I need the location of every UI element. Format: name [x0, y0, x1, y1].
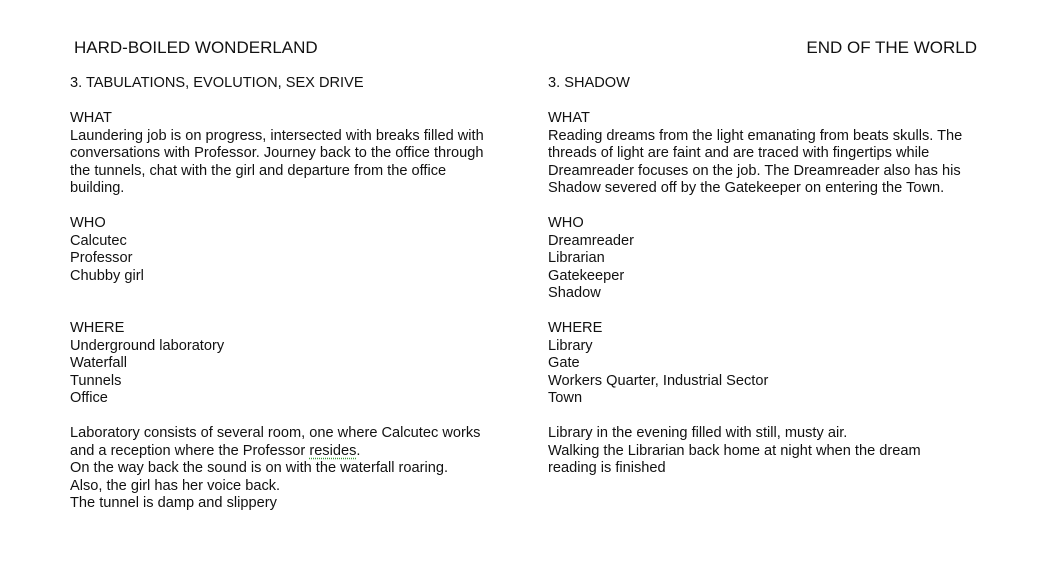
who-item: Dreamreader — [548, 232, 634, 249]
notes-line: reading is finished — [548, 460, 666, 476]
who-item: Calcutec — [70, 232, 127, 249]
chapter-title: 3. SHADOW — [548, 75, 630, 91]
right-column — [548, 75, 988, 478]
who-item: Librarian — [548, 250, 605, 266]
where-item: Waterfall — [70, 355, 128, 371]
notes-line: Also, the girl has her voice back. — [70, 477, 281, 494]
what-label: WHAT — [548, 110, 590, 126]
what-line: the tunnels, chat with the girl and departure from the office — [70, 162, 447, 179]
where-item: Tunnels — [70, 372, 122, 389]
where-item: Town — [548, 390, 583, 406]
what-line: Laundering job is on progress, intersected with breaks filled with — [70, 127, 484, 144]
what-line: Reading dreams from the light emanating from beats skulls. The — [548, 127, 963, 144]
notes-line: Walking the Librarian back home at night when the dream — [548, 442, 921, 459]
notes-text: . — [356, 442, 361, 459]
who-label: WHO — [548, 215, 584, 231]
what-line: Shadow severed off by the Gatekeeper on entering the Town. — [548, 180, 945, 196]
where-item: Underground laboratory — [70, 337, 225, 354]
notes-line: The tunnel is damp and slippery — [70, 495, 277, 511]
who-item: Gatekeeper — [548, 267, 625, 284]
where-label: WHERE — [548, 320, 603, 336]
where-item: Gate — [548, 355, 580, 371]
who-item: Chubby girl — [70, 267, 144, 284]
where-item: Workers Quarter, Industrial Sector — [548, 372, 769, 389]
what-line: Dreamreader focuses on the job. The Dreamreader also has his — [548, 162, 961, 179]
spellcheck-flagged-word[interactable]: resides — [309, 442, 357, 459]
who-label: WHO — [70, 215, 106, 231]
where-item: Library — [548, 337, 593, 354]
notes-line: Library in the evening filled with still, musty air. — [548, 425, 848, 441]
notes-line — [70, 443, 515, 461]
what-line: conversations with Professor. Journey back to the office through — [70, 145, 484, 161]
who-item: Professor — [70, 250, 133, 266]
notes-text: and a reception where the Professor — [70, 442, 310, 459]
what-label: WHAT — [70, 110, 112, 126]
what-line: threads of light are faint and are traced with fingertips while — [548, 145, 930, 161]
notes-line: On the way back the sound is on with the waterfall roaring. — [70, 460, 449, 476]
chapter-title: 3. TABULATIONS, EVOLUTION, SEX DRIVE — [70, 75, 364, 91]
where-label: WHERE — [70, 320, 125, 336]
left-column — [70, 75, 515, 513]
left-column-heading: HARD-BOILED WONDERLAND — [74, 38, 318, 57]
notes-line: Laboratory consists of several room, one where Calcutec works — [70, 425, 481, 441]
where-item: Office — [70, 390, 108, 406]
right-column-heading: END OF THE WORLD — [806, 38, 977, 57]
what-line: building. — [70, 180, 125, 196]
who-item: Shadow — [548, 285, 601, 301]
